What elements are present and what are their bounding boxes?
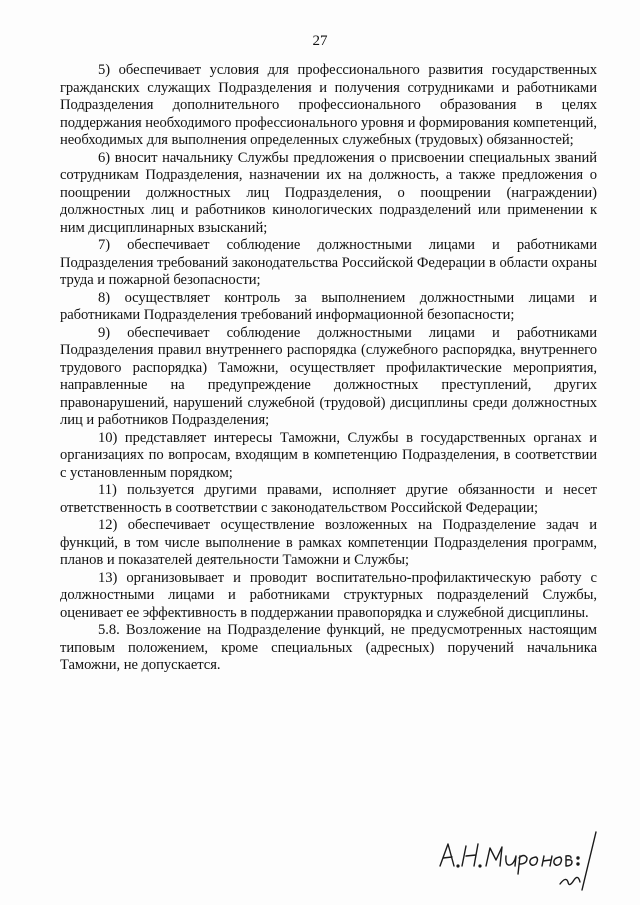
paragraph-item-8: 8) осуществляет контроль за выполнением должностными лицами и работниками Подразделения требований информационной безопасности; [60, 289, 597, 323]
paragraph-item-12: 12) обеспечивает осуществление возложенных на Подразделение задач и функций, в том числе выполнение в рамках компетенции Подразделения программ, планов и показателей деятельности Таможни и Службы; [60, 517, 597, 568]
signature-icon [432, 822, 612, 894]
handwritten-signature [432, 822, 612, 894]
document-body [60, 62, 597, 675]
paragraph-item-6: 6) вносит начальнику Службы предложения о присвоении специальных званий сотрудникам Подразделения, назначении их на должность, а также предложения о поощрении должностных лиц Подразделения, о поощрении (награждении) должностных лиц и работников кинологических подразделений или применении к ним дисциплинарных взысканий; [60, 149, 597, 236]
paragraph-item-13: 13) организовывает и проводит воспитательно-профилактическую работу с должностными лицами и работниками структурных подразделений Службы, оценивает ее эффективность в поддержании правопорядка и служебной дисциплины. [60, 569, 597, 621]
paragraph-item-10: 10) представляет интересы Таможни, Службы в государственных органах и организациях по вопросам, входящим в компетенцию Подразделения, в соответствии с установленным порядком; [60, 429, 597, 481]
paragraph-item-9: 9) обеспечивает соблюдение должностными лицами и работниками Подразделения правил внутреннего распорядка (служебного распорядка, внутреннего трудового распорядка) Таможни, осуществляет профилактические мероприятия, направленные на предупреждение должностных преступлений, других правонарушений, нарушений служебной (трудовой) дисциплины среди должностных лиц и работников Подразделения; [60, 324, 597, 428]
paragraph-item-11: 11) пользуется другими правами, исполняет другие обязанности и несет ответственность в соответствии с законодательством Российской Федерации; [60, 482, 597, 516]
paragraph-item-7: 7) обеспечивает соблюдение должностными лицами и работниками Подразделения требований законодательства Российской Федерации в области охраны труда и пожарной безопасности; [60, 237, 597, 288]
paragraph-section-5-8: 5.8. Возложение на Подразделение функций, не предусмотренных настоящим типовым положением, кроме специальных (адресных) поручений начальника Таможни, не допускается. [60, 622, 597, 673]
page-number: 27 [312, 33, 328, 49]
paragraph-item-5: 5) обеспечивает условия для профессионального развития государственных гражданских служащих Подразделения и получения сотрудниками и работниками Подразделения дополнительного профессионального образования в целях поддержания необходимого профессионального уровня и формирования компетенций, необходимых для выполнения определенных служебных (трудовых) обязанностей; [60, 62, 597, 148]
